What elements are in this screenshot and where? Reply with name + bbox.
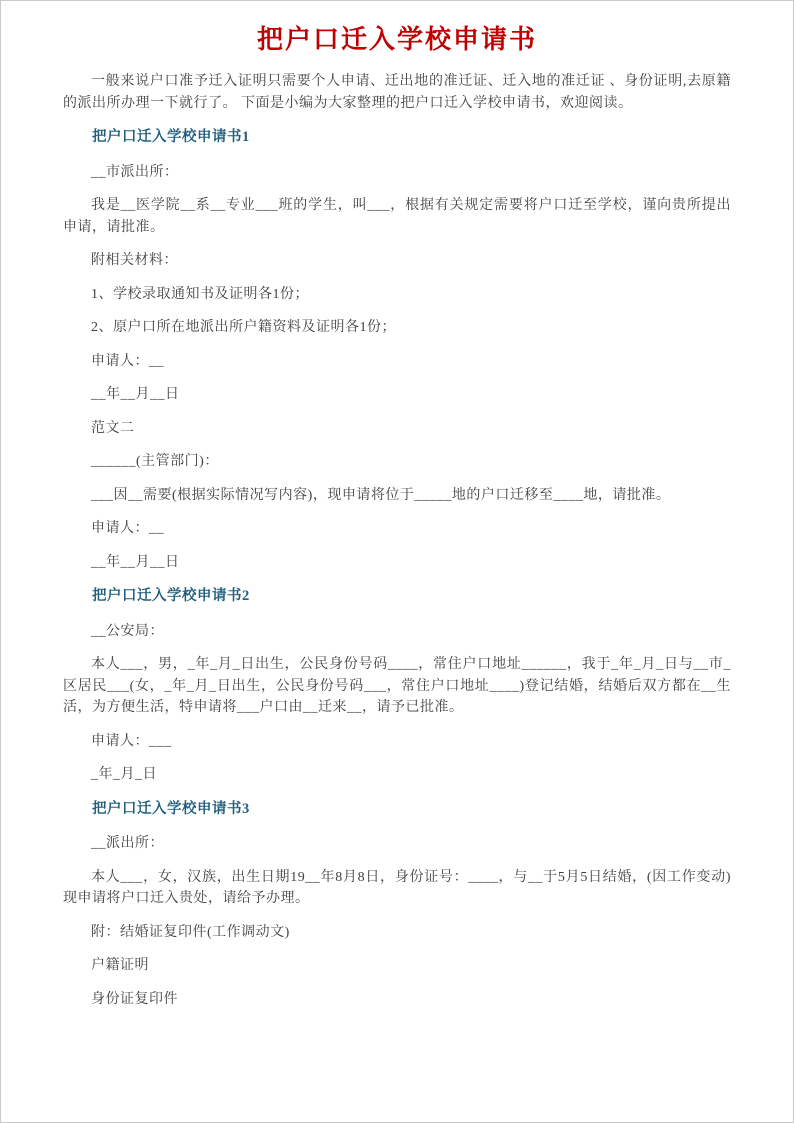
paragraph: 附：结婚证复印件(工作调动文) [91, 924, 290, 940]
paragraph: ___因__需要(根据实际情况写内容)，现申请将位于_____地的户口迁移至____地，请批准。 [91, 487, 671, 503]
paragraph: 申请人：___ [91, 733, 172, 749]
paragraph: ______(主管部门)： [91, 454, 219, 469]
paragraph: 户籍证明 [91, 958, 149, 973]
paragraph: 申请人：__ [91, 521, 164, 536]
paragraph: 一般来说户口准予迁入证明只需要个人申请、迁出地的准迁证、迁入地的准迁证 、身份证明,去原籍的派出所办理一下就行了。 下面是小编为大家整理的把户口迁入学校申请书，欢迎阅读。 [63, 74, 731, 111]
paragraph: 2、原户口所在地派出所户籍资料及证明各1份； [91, 320, 396, 335]
paragraph: 申请人：__ [91, 353, 164, 369]
paragraph: 我是__医学院__系__专业___班的学生，叫___，根据有关规定需要将户口迁至学校，谨向贵所提出申请，请批准。 [63, 198, 731, 235]
paragraph: 范文二 [91, 420, 135, 436]
section-heading: 把户口迁入学校申请书3 [92, 800, 250, 817]
section-heading: 把户口迁入学校申请书2 [92, 588, 250, 604]
paragraph: 1、学校录取通知书及证明各1份； [91, 286, 309, 302]
paragraph: __派出所： [91, 836, 164, 851]
document-body [63, 71, 731, 1010]
paragraph: 身份证复印件 [91, 991, 178, 1007]
paragraph: 本人___，女，汉族，出生日期19__年8月8日，身份证号：____，与__于5月5日结婚，(因工作变动)现申请将户口迁入贵处，请给予办理。 [63, 869, 731, 906]
paragraph: _年_月_日 [91, 767, 157, 782]
paragraph: __年__月__日 [91, 554, 180, 570]
paragraph: 本人___，男，_年_月_日出生，公民身份号码____，常住户口地址______，我于_年_月_日与__市_区居民___(女，_年_月_日出生，公民身份号码___，常住户口地址____)登记结婚，结婚后双方都在__生活，为方便生活，特申请将___户口由__迁来__，请予已批准。 [63, 657, 731, 715]
paragraph: __公安局： [91, 623, 164, 639]
paragraph: __市派出所： [91, 164, 179, 180]
paragraph: __年__月__日 [91, 387, 180, 402]
paragraph: 附相关材料： [91, 253, 178, 268]
document-content [1, 1, 793, 1010]
document-title: 把户口迁入学校申请书 [256, 24, 537, 54]
section-heading: 把户口迁入学校申请书1 [92, 129, 250, 145]
